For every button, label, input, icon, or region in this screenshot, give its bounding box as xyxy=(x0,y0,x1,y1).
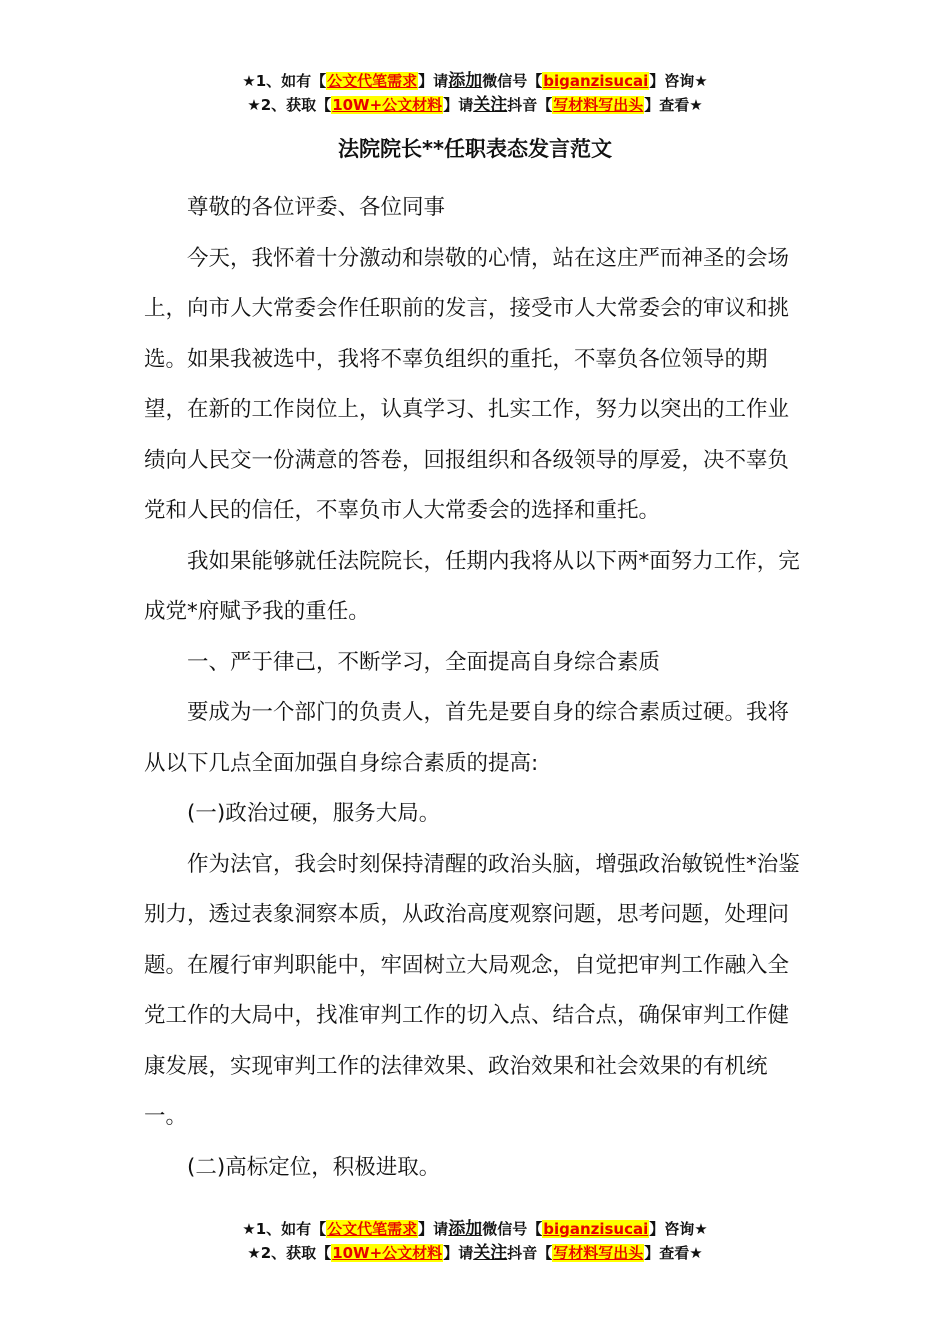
document-title: 法院院长**任职表态发言范文 xyxy=(338,137,612,161)
body-paragraph: 要成为一个部门的负责人，首先是要自身的综合素质过硬。我将从以下几点全面加强自身综合素质的提高: xyxy=(144,700,790,776)
highlight-materials: 10W+公文材料 xyxy=(332,96,443,114)
star-icon: ★ xyxy=(242,72,256,90)
highlight-service: 公文代笔需求 xyxy=(327,72,418,90)
salutation: 尊敬的各位评委、各位同事 xyxy=(187,195,446,220)
subsection-heading: (一)政治过硬，服务大局。 xyxy=(187,801,441,826)
promo-line-1: ★1、如有【公文代笔需求】请添加微信号【biganzisucai】咨询★ xyxy=(242,71,708,91)
highlight-service: 公文代笔需求 xyxy=(327,1220,418,1238)
body-paragraph: 今天，我怀着十分激动和崇敬的心情，站在这庄严而神圣的会场上，向市人大常委会作任职前的发言，接受市人大常委会的审议和挑选。如果我被选中，我将不辜负组织的重托，不辜负各位领导的期望，在新的工作岗位上，认真学习、扎实工作，努力以突出的工作业绩向人民交一份满意的答卷，回报组织和各级领导的厚爱，决不辜负党和人民的信任，不辜负市人大常委会的选择和重托。 xyxy=(144,245,790,523)
promo-line-2: ★2、获取【10W+公文材料】请关注抖音【写材料写出头】查看★ xyxy=(247,95,703,115)
section-heading: 一、严于律己，不断学习，全面提高自身综合素质 xyxy=(187,649,661,675)
promo-banner-bottom xyxy=(0,1217,950,1265)
document-body xyxy=(144,183,806,1193)
highlight-wechat-id: biganzisucai xyxy=(543,1220,649,1238)
star-icon: ★ xyxy=(242,1220,256,1238)
promo-line-2: ★2、获取【10W+公文材料】请关注抖音【写材料写出头】查看★ xyxy=(247,1243,703,1263)
subsection-heading: (二)高标定位，积极进取。 xyxy=(187,1154,441,1180)
highlight-douyin: 写材料写出头 xyxy=(553,96,644,114)
highlight-materials: 10W+公文材料 xyxy=(332,1244,443,1262)
promo-line-1: ★1、如有【公文代笔需求】请添加微信号【biganzisucai】咨询★ xyxy=(242,1219,708,1239)
highlight-douyin: 写材料写出头 xyxy=(553,1244,644,1262)
star-icon: ★ xyxy=(247,1244,261,1262)
promo-banner-top xyxy=(0,69,950,117)
star-icon: ★ xyxy=(247,96,261,114)
highlight-wechat-id: biganzisucai xyxy=(543,72,649,90)
body-paragraph: 我如果能够就任法院院长，任期内我将从以下两*面努力工作，完成党*府赋予我的重任。 xyxy=(144,548,800,624)
body-paragraph: 作为法官，我会时刻保持清醒的政治头脑，增强政治敏锐性*治鉴别力，透过表象洞察本质，从政治高度观察问题，思考问题，处理问题。在履行审判职能中，牢固树立大局观念，自觉把审判工作融入全党工作的大局中，找准审判工作的切入点、结合点，确保审判工作健康发展，实现审判工作的法律效果、政治效果和社会效果的有机统一。 xyxy=(144,851,800,1129)
